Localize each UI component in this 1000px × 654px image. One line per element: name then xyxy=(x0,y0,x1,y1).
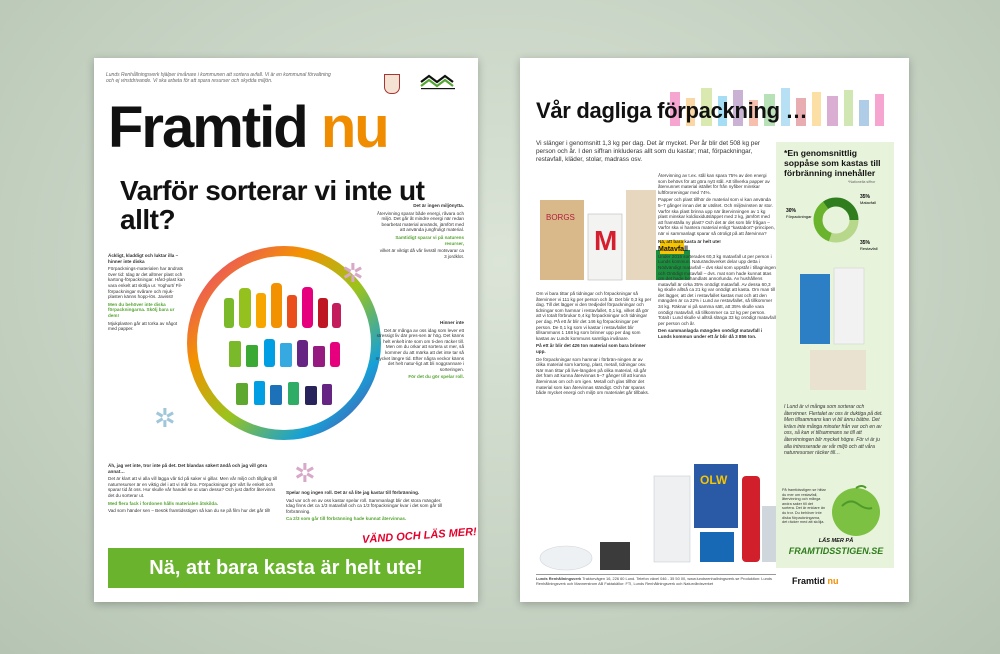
flower-decoration-icon: ✲ xyxy=(154,403,176,433)
section-heading-matavfall: Matavfall xyxy=(658,246,688,254)
lund-crest-icon xyxy=(384,74,400,94)
donut-label-restavfall-pct: 35% xyxy=(860,240,871,246)
intro-paragraph: Vi slänger i genomsnitt 1,3 kg per dag. Det är mycket. Per år blir det 508 kg per person och år. I den siffran inkluderas allt som du kastar; mat, förpackningar, restavfall, kläder, stolar, madrass osv. xyxy=(536,140,761,163)
paragraph-lead: Hinner inte xyxy=(440,320,464,325)
paragraph: Förpacknings-materialen har ändrats över tid: Idag är det alltmer plast och kartong-förpackningar. Hård-plast kan vara enkelt att skölja ur. Yoghurt/ Fil-förpackningar svårare och mjuk-plasten känns hopp-lös. Javisst! xyxy=(108,266,185,300)
paragraph-highlight: Samtidigt sparar vi på naturens resurser, xyxy=(395,234,464,246)
masthead-intro: Lunds Renhållningsverk hjälper invånare i kommunen att sortera avfall. Vi är en kommunal förvaltning och ej vinstdrivande. Vi ska arbeta för att spara resurser och skydda miljön. xyxy=(106,72,331,84)
website-link[interactable]: FRAMTIDSSTIGEN.SE xyxy=(788,546,884,556)
fact-sidebar xyxy=(776,142,894,568)
bottom-banner: Nä, att bara kasta är helt ute! xyxy=(108,548,464,588)
waste-composition-donut-chart xyxy=(784,184,886,256)
paragraph: Det är många av oss idag som lever ett stressigt liv där pres-sen är hög. Det känns helt enkelt inte som om ti-den räcker till. Men om du orkar att sortera ut mer, så kommer du att märka att det inte tar så mycket längre tid. Efter några veckor känns det helt natur-ligt att bli noggrannare i sorteringen. xyxy=(375,327,464,372)
masthead-title xyxy=(108,95,388,160)
paragraph: vilket är viktigt då vår livsstil motsvarar ca 3 jordklot. xyxy=(379,248,464,259)
food-packaging-photo xyxy=(650,456,780,568)
donut-label-forpackningar-pct: 30% xyxy=(786,208,797,214)
donut-label-forpackningar: Förpackningar xyxy=(786,214,812,219)
paragraph-highlight: För det du gör spelar roll. xyxy=(408,374,464,380)
sidebar-text: I Lund är vi många som sorterar och återvinner. Flertalet av oss är duktiga på det. Men tillsammans kan vi bli ännu bättre. Det krävs inte många minuter från var och en av oss, så kan vi tillsammans se till att återvinningen blir mycket högre. För vi är ju alla intresserade av vår miljö och att våra naturresurser räcker till… xyxy=(784,404,883,457)
text-column-right-2 xyxy=(374,320,464,382)
green-apple-globe-icon xyxy=(828,482,884,538)
donut-label-matavfall-pct: 35% xyxy=(860,194,871,200)
footer xyxy=(536,574,776,587)
footer-text: Traktorvägen 16, 226 60 Lund. Telefon växel 046 - 35 50 00, www.lundsrenhallningsverk.se Produktion: Lunds Renhållningsverk och Mannerstrom AB Faktakällor: FTI, Lunds Renhållningsverk och Naturvårdsverket xyxy=(536,576,772,586)
flower-decoration-icon: ✲ xyxy=(342,258,364,288)
paragraph-highlight: Men du behöver inte diska förpackningarna. Skölj bara ur dem! xyxy=(108,301,175,318)
text-column-right xyxy=(376,203,464,261)
paragraph: Om vi bara tittar på tidningar och förpackningar så återvinner vi 111 kg per person och år. Det blir 0,3 kg per dag. Till det lägger vi den tredjedel förpackningar och tidningar som hamnar i restavfallet, 0,1 kg, vilket då gör att vi totalt förbrukar 0,4 kg förpackningar och tidningar per dag. På ett år blir det 146 kg förpackningar per person. De 0,1 kg som vi kastar i restavfallet blir tillsammans 1 168 kg som brinner upp per dag som kastas av Lunds kommuns samtliga invånare. xyxy=(536,291,652,341)
paragraph: Vad som händer sen – Besök framtidsstigen så kan du se på film hur det går till! xyxy=(108,508,271,514)
read-more-label: LÄS MER PÅ xyxy=(818,538,854,544)
front-page xyxy=(94,58,478,602)
paragraph-highlight: Ca 2/3 som går till förbränning hade kunnat återvinnas. xyxy=(286,516,407,522)
flower-decoration-icon: ✲ xyxy=(294,458,316,488)
paragraph-bold: På ett år blir det 426 ton material som bara brinner upp. xyxy=(536,343,646,354)
paragraph-lead: Det är ingen miljönytta. xyxy=(413,203,464,208)
milk-cartons-photo xyxy=(790,264,886,396)
sidebar-footnote: *Nationella siffror xyxy=(848,180,876,184)
sidebar-title: *En genomsnittlig soppåse som kastas till förbränning innehåller xyxy=(784,148,881,178)
paragraph: Mjukplasten går att torka av något med papper. xyxy=(108,320,178,332)
sidebar-small-text: På framtidsstigen se hittar du mer om restavfall, återvinning och många andra saker till det sortera. Det är enklare än du tror. Du behöver inte diska förpackningarna, det räcker med att skölja. xyxy=(782,488,826,525)
footer-logo-nu: nu xyxy=(827,576,839,586)
footer-org-name: Lunds Renhållningsverk xyxy=(536,576,582,581)
footer-logo-framtid: Framtid xyxy=(792,576,826,586)
svg-text:M: M xyxy=(594,225,618,256)
paragraph: Vad var och en av oss kastar spelar roll. Sammanlagt blir det stora mängder. Idag finns det ca 1/3 matavfall och ca 1/3 förpackningar kvar i det som går till förbränning. xyxy=(286,497,443,514)
paragraph: De förpackningar som hamnar i förbrän-ningen är av olika material som kartong, plast, metall, tidningar osv. När man tittar på live-längden på olika material, så går det fram att kunna återvinnas 5–7 gånger till att kunna återvinnas om och om igen. Metall och glas tillhör det material som kan återvinnas ständigt. Och här sparas både mycket energi och miljö om materialet går tillbaks. xyxy=(536,356,650,396)
renhallningsverk-logo-icon xyxy=(419,72,459,92)
paragraph-lead: Äckligt, kladdigt och luktar illa – hinner inte diska xyxy=(108,253,179,264)
paragraph-bold: Nä, att bara kasta är helt ute! xyxy=(658,238,721,244)
text-column-bottom-left xyxy=(108,463,278,516)
masthead-title-nu: nu xyxy=(320,95,388,160)
back-page xyxy=(520,58,909,602)
paragraph-lead: Spelar nog ingen roll. Det är så lite jag kastar till förbränning. xyxy=(286,490,420,495)
paragraph: Det är klart att vi alla vill lägga vår tid på saker vi gillar. Men vår miljö och tillgång till naturresurser är en viktig del i att vi mår bra. Förpackningar gör vårt liv enkelt och sparar tid åt oss. Hur skulle vår handel se ut utan dessa? Och just därför återvinns det du sorterar ut. xyxy=(108,476,278,498)
text-column-2 xyxy=(658,173,776,342)
masthead-title-framtid: Framtid xyxy=(108,95,307,160)
text-column-left xyxy=(108,253,186,334)
turn-page-callout: VÄND OCH LÄS MER! xyxy=(361,526,478,546)
headline: Varför sorterar vi inte ut allt? xyxy=(120,175,425,235)
paragraph: Återvinning sparar både energi, råvara och miljö. Det går åt mindre energi när redan bearbetat material används, jämfört med att använda jungfruligt material. xyxy=(376,210,464,233)
page-title: Vår dagliga förpackning … xyxy=(536,98,808,123)
svg-text:BORGS: BORGS xyxy=(546,213,575,222)
paragraph: Papper och plast tillhör de material som vi kan använda 5–7 gånger innan det är utslitet. Och miljövinsten är stor. Varför ska plast brinna upp när återvinningen av 1 kg plast minskar koldioxidutsläppet med 2 kg, jämfört med att framställa ny plast? Och det är det som blir frågan – Varför ska vi hantera material enligt "kastabort"-principen, när vi sammanlagt sparar så otroligt på att återvinna? xyxy=(658,197,775,236)
donut-label-matavfall: Matavfall xyxy=(860,200,877,205)
paragraph: Under 2015 sorterades 60,3 kg matavfall ut per person i Lunds kommun. Naturändsverket delar upp detta i Nödvändigt matavfall – dvs skal som uppstår i tillagningen och Onödigt matavfall – dvs. mat som hade kunnat ätas om det hade behandlats annorlunda. Av hushållens matavfall är cirka 35% onödigt matavfall. Av dessa 60,3 kg skulle alltså ca 21 kg var onödigt att kasta. Om man till det lägger, att det i restavfallet kastas mat och att den mängden är ca 22% i Lund av restavfallet, så tillkommer 34 kg. Räknar vi på samma sätt, att 35% skulle vara onödigt matavfall, så tillkommer ca 12 kg per person. Totalt i Lund skulle vi alltså slänga 33 kg onödigt matavfall per person och år. xyxy=(658,253,776,326)
donut-label-restavfall: Restavfall xyxy=(860,246,878,251)
text-column-1 xyxy=(536,291,652,398)
paragraph-highlight: Med flera fack i fordonen hålls materialen åtskilda. xyxy=(108,500,219,506)
paragraph-bold: Den sammanlagda mängden onödigt matavfall i Lunds kommun under ett år blir då 3 856 ton. xyxy=(658,328,763,340)
footer-logo xyxy=(792,576,839,586)
svg-text:OLW: OLW xyxy=(700,473,728,487)
plastic-bags-photo xyxy=(536,536,652,572)
paragraph: Återvinning av t.ex. stål kan spara 75% av den energi som behövs för att göra nytt stål. Att tillverka papper av återvunnet material istället för från nyfiber minskar luftföroreningar med 74%. xyxy=(658,173,770,195)
paragraph-lead: Äh, jag vet inte, tror inte på det. Det blandas säkert ändå och jag vill göra annat… xyxy=(108,463,268,474)
text-column-bottom-right xyxy=(286,490,446,524)
